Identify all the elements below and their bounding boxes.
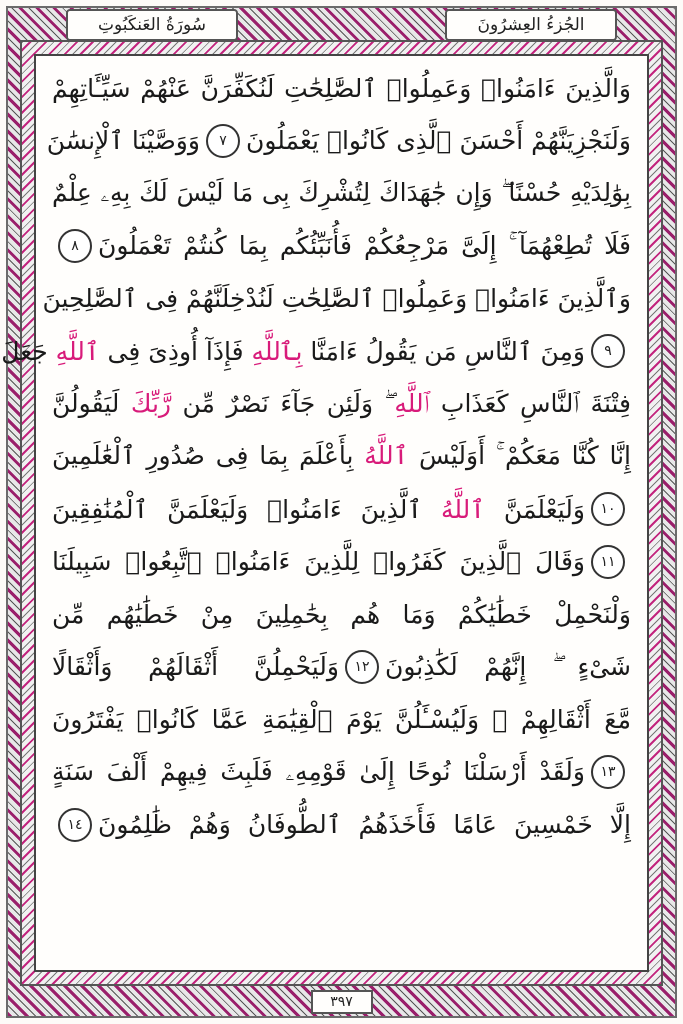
- juz-name-header: [445, 9, 617, 41]
- verse-line: [52, 641, 631, 694]
- verse-line: [1, 325, 631, 378]
- divine-name: ٱللَّهُ: [441, 494, 485, 524]
- divine-name: ٱللَّهِ: [251, 336, 296, 366]
- verse-text: فَلَا تُطِعْهُمَآ ۚ إِلَىَّ مَرْجِعُكُمْ فَأُنَبِّئُكُم بِمَا كُنتُمْ تَعْمَلُونَ: [98, 231, 631, 261]
- surah-name-header: [66, 9, 238, 41]
- verse-line: [52, 746, 631, 799]
- verse-text: شَىْءٍ ۖ إِنَّهُمْ لَكَٰذِبُونَ: [384, 651, 631, 681]
- ayah-number-marker: ٨: [58, 229, 92, 263]
- ayah-number-marker: ١٠: [591, 492, 625, 526]
- verse-text: إِنَّا كُنَّا مَعَكُمْ ۚ أَوَلَيْسَ ٱللَّهُ بِأَعْلَمَ بِمَا فِى صُدُورِ ٱلْعَٰلَمِينَ: [52, 441, 631, 471]
- juz-name: الجُزءُ العِشرُونَ: [477, 15, 585, 35]
- verse-text: وَقَالَ ٱلَّذِينَ كَفَرُوا۟ لِلَّذِينَ ءَامَنُوا۟ ٱتَّبِعُوا۟ سَبِيلَنَا: [52, 547, 585, 577]
- ayah-number-marker: ١٢: [345, 650, 379, 684]
- verse-text: وَلْنَحْمِلْ خَطَٰيَٰكُمْ وَمَا هُم بِحَٰمِلِينَ مِنْ خَطَٰيَٰهُم مِّن: [52, 599, 631, 629]
- verse-text: وَالَّذِينَ ءَامَنُوا۟ وَعَمِلُوا۟ ٱلصَّٰلِحَٰتِ لَنُكَفِّرَنَّ عَنْهُمْ سَيِّـَٔاتِهِمْ: [52, 73, 631, 103]
- verse-line: [52, 430, 631, 483]
- verse-text: فِتْنَةَ ٱلنَّاسِ كَعَذَابِ ٱللَّهِ ۖ وَلَئِن جَآءَ نَصْرٌ مِّن رَّبِّكَ لَيَقُولُنَّ: [52, 388, 631, 418]
- verse-line: [52, 167, 631, 220]
- verse-line: [52, 483, 631, 536]
- divine-name: ٱللَّهُ: [364, 441, 409, 471]
- verse-line: [52, 588, 631, 641]
- verse-text: وَٱلَّذِينَ ءَامَنُوا۟ وَعَمِلُوا۟ ٱلصَّٰلِحَٰتِ لَنُدْخِلَنَّهُمْ فِى ٱلصَّٰلِحِينَ: [42, 284, 631, 314]
- verse-text: إِلَّا خَمْسِينَ عَامًا فَأَخَذَهُمُ ٱلطُّوفَانُ وَهُمْ ظَٰلِمُونَ: [98, 810, 631, 840]
- verse-line: [52, 220, 631, 273]
- verse-text: وَلَيَعْلَمَنَّ ٱللَّهُ ٱلَّذِينَ ءَامَنُوا۟ وَلَيَعْلَمَنَّ ٱلْمُنَٰفِقِينَ: [52, 494, 585, 524]
- verse-line: [52, 62, 631, 115]
- verse-line: [52, 798, 631, 851]
- verse-text: وَمِنَ ٱلنَّاسِ مَن يَقُولُ ءَامَنَّا بِٱللَّهِ فَإِذَآ أُوذِىَ فِى ٱللَّهِ جَعَلَ: [1, 336, 585, 366]
- ayah-number-marker: ٧: [206, 124, 240, 158]
- ayah-number-marker: ١١: [591, 545, 625, 579]
- verse-line: [46, 115, 631, 168]
- divine-name: ٱللَّهِ: [55, 336, 100, 366]
- ayah-number-marker: ١٤: [58, 808, 92, 842]
- ayah-number-marker: ١٣: [591, 755, 625, 789]
- verse-line: [52, 535, 631, 588]
- verse-text: وَلَيَحْمِلُنَّ أَثْقَالَهُمْ وَأَثْقَالًا: [51, 652, 339, 682]
- page-number: ٣٩٧: [330, 994, 353, 1010]
- verse-text: وَوَصَّيْنَا ٱلْإِنسَٰنَ: [46, 126, 200, 156]
- verse-line: [52, 693, 631, 746]
- divine-name: ٱللَّهِ: [394, 388, 430, 418]
- verse-line: [52, 378, 631, 431]
- divine-name: بِٱللَّهِ: [251, 336, 303, 366]
- ayah-number-marker: ٩: [591, 334, 625, 368]
- verse-text: وَلَقَدْ أَرْسَلْنَا نُوحًا إِلَىٰ قَوْمِهِۦ فَلَبِثَ فِيهِمْ أَلْفَ سَنَةٍ: [52, 757, 585, 787]
- verse-lines: [1, 62, 631, 851]
- surah-name: سُورَةُ العَنكَبُوتِ: [97, 15, 207, 35]
- verse-text: وَلَنَجْزِيَنَّهُمْ أَحْسَنَ ٱلَّذِى كَانُوا۟ يَعْمَلُونَ: [245, 126, 631, 156]
- divine-name: رَّبِّكَ: [130, 388, 171, 418]
- page-number-box: [311, 990, 373, 1014]
- verse-line: [42, 272, 631, 325]
- verse-text: مَّعَ أَثْقَالِهِمْ ۖ وَلَيُسْـَٔلُنَّ يَوْمَ ٱلْقِيَٰمَةِ عَمَّا كَانُوا۟ يَفْتَرُونَ: [52, 704, 631, 734]
- verse-text: بِوَٰلِدَيْهِ حُسْنًا ۖ وَإِن جَٰهَدَاكَ لِتُشْرِكَ بِى مَا لَيْسَ لَكَ بِهِۦ عِلْمٌ: [52, 178, 631, 208]
